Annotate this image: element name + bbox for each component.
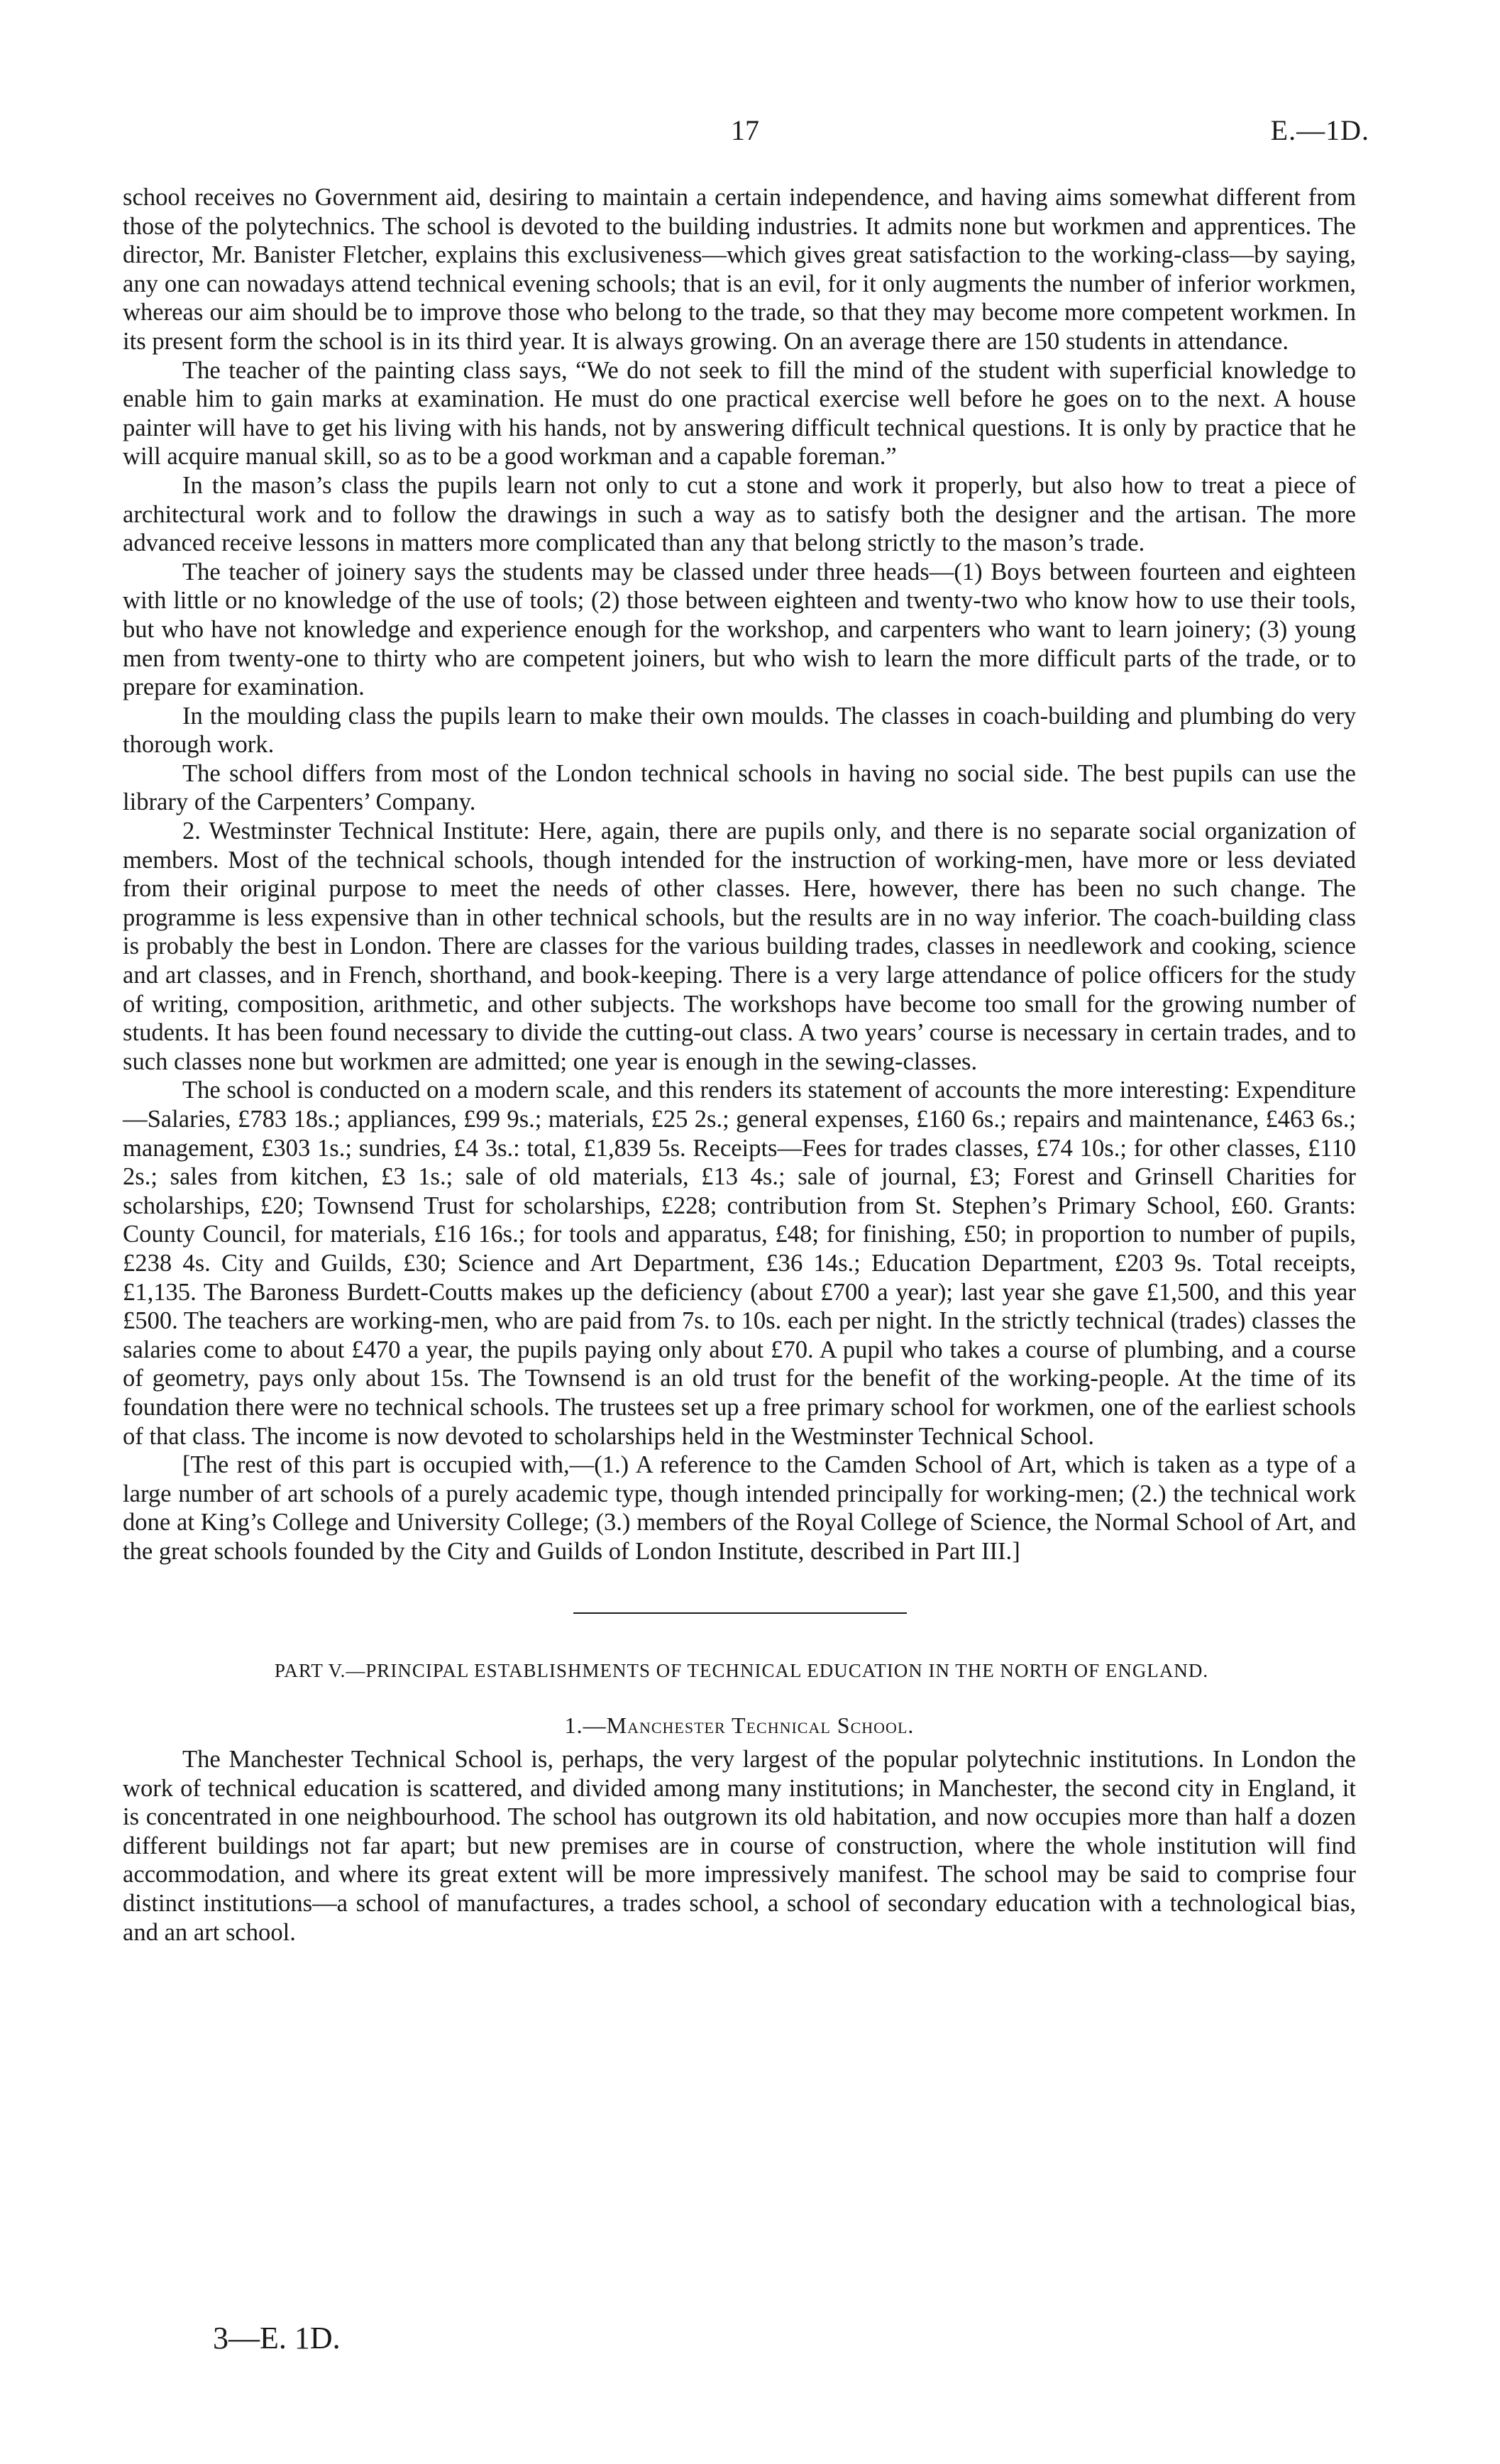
paragraph: The teacher of the painting class says, “We do not seek to fill the mind of the student with superficial knowledge to enable him to gain marks at examination. He must do one practical exercise well before he goes on to the next. A house painter will have to get his living with his hands, not by answering difficult technical questions. It is only by practice that he will acquire manual skill, so as to be a good workman and a capable foreman.”	[123, 356, 1356, 471]
paragraph: In the moulding class the pupils learn to make their own moulds. The classes in coach-building and plumbing do very thorough work.	[123, 702, 1356, 759]
page-header	[121, 114, 1369, 156]
document-reference: E.—1D.	[1270, 114, 1369, 146]
paragraph: The school differs from most of the London technical schools in having no social side. The best pupils can use the library of the Carpenters’ Company.	[123, 759, 1356, 816]
body-text	[123, 183, 1356, 1566]
page-number: 17	[731, 114, 759, 146]
paragraph: The teacher of joinery says the students may be classed under three heads—(1) Boys between fourteen and eighteen with little or no knowledge of the use of tools; (2) those between eighteen and twenty-two who know how to use their tools, but who have not knowledge and experience enough for the workshop, and carpenters who want to learn joinery; (3) young men from twenty-one to thirty who are competent joiners, but who wish to learn the more difficult parts of the trade, or to prepare for examination.	[123, 558, 1356, 701]
paragraph: [The rest of this part is occupied with,—(1.) A reference to the Camden School of Art, which is taken as a type of a large number of art schools of a purely academic type, though intended principally for working-men; (2.) the technical work done at King’s College and University College; (3.) members of the Royal College of Science, the Normal School of Art, and the great schools founded by the City and Guilds of London Institute, described in Part III.]	[123, 1451, 1356, 1565]
paragraph: In the mason’s class the pupils learn not only to cut a stone and work it properly, but also how to treat a piece of architectural work and to follow the drawings in such a way as to satisfy both the designer and the artisan. The more advanced receive lessons in matters more complicated than any that belong strictly to the mason’s trade.	[123, 471, 1356, 557]
paragraph: school receives no Government aid, desiring to maintain a certain independence, and having aims somewhat different from those of the polytechnics. The school is devoted to the building industries. It admits none but workmen and apprentices. The director, Mr. Banister Fletcher, explains this exclusiveness—which gives great satisfaction to the working-class—by saying, any one can nowadays attend technical evening schools; that is an evil, for it only augments the number of inferior workmen, whereas our aim should be to improve those who belong to the trade, so that they may become more competent workmen. In its present form the school is in its third year. It is always growing. On an average there are 150 students in attendance.	[123, 184, 1356, 355]
section-heading: 1.—Manchester Technical School.	[564, 1712, 915, 1738]
part-text	[123, 1745, 1356, 1947]
paragraph: The school is conducted on a modern scale, and this renders its statement of accounts the more interesting: Expenditure—Salaries, £783 18s.; appliances, £99 9s.; materials, £25 2s.; general expenses, £160 6s.; repairs and maintenance, £463 6s.; management, £303 1s.; sundries, £4 3s.: total, £1,839 5s. Receipts—Fees for trades classes, £74 10s.; for other classes, £110 2s.; sales from kitchen, £3 1s.; sale of old materials, £13 4s.; sale of journal, £3; Forest and Grinsell Charities for scholarships, £20; Townsend Trust for scholarships, £228; contribution from St. Stephen’s Primary School, £60. Grants: County Council, for materials, £16 16s.; for tools and apparatus, £48; for finishing, £50; in proportion to number of pupils, £238 4s. City and Guilds, £30; Science and Art Department, £36 14s.; Education Department, £203 9s. Total receipts, £1,135. The Baroness Burdett-Coutts makes up the deficiency (about £700 a year); last year she gave £1,500, and this year £500. The teachers are working-men, who are paid from 7s. to 10s. each per night. In the strictly technical (trades) classes the salaries come to about £470 a year, the pupils paying only about £70. A pupil who takes a course of plumbing, and a course of geometry, pays only about 15s. The Townsend is an old trust for the benefit of the working-people. At the time of its foundation there were no technical schools. The trustees set up a free primary school for workmen, one of the earliest schools of that class. The income is now devoted to scholarships held in the Westminster Technical School.	[123, 1077, 1356, 1450]
section-divider	[573, 1612, 907, 1614]
paragraph: The Manchester Technical School is, perhaps, the very largest of the popular polytechnic institutions. In London the work of technical education is scattered, and divided among many institutions; in Manchester, the second city in England, it is concentrated in one neighbourhood. The school has outgrown its old habitation, and now occupies more than half a dozen different buildings not far apart; but new premises are in course of construction, where the whole institution will find accommodation, and where its great extent will be more impressively manifest. The school may be said to comprise four distinct institutions—a school of manufactures, a trades school, a school of secondary education with a technological bias, and an art school.	[123, 1746, 1356, 1946]
paragraph: 2. Westminster Technical Institute: Here, again, there are pupils only, and there is no separate social organization of members. Most of the technical schools, though intended for the instruction of working-men, have more or less deviated from their original purpose to meet the needs of other classes. Here, however, there has been no such change. The programme is less expensive than in other technical schools, but the results are in no way inferior. The coach-building class is probably the best in London. There are classes for the various building trades, classes in needlework and cooking, science and art classes, and in French, shorthand, and book-keeping. There is a very large attendance of police officers for the study of writing, composition, arithmetic, and other subjects. The workshops have become too small for the growing number of students. It has been found necessary to divide the cutting-out class. A two years’ course is necessary in certain trades, and to such classes none but workmen are admitted; one year is enough in the sewing-classes.	[123, 818, 1356, 1075]
part-heading: PART V.—PRINCIPAL ESTABLISHMENTS OF TECHNICAL EDUCATION IN THE NORTH OF ENGLAND.	[274, 1660, 1209, 1681]
printer-signature: 3—E. 1D.	[213, 2321, 341, 2355]
